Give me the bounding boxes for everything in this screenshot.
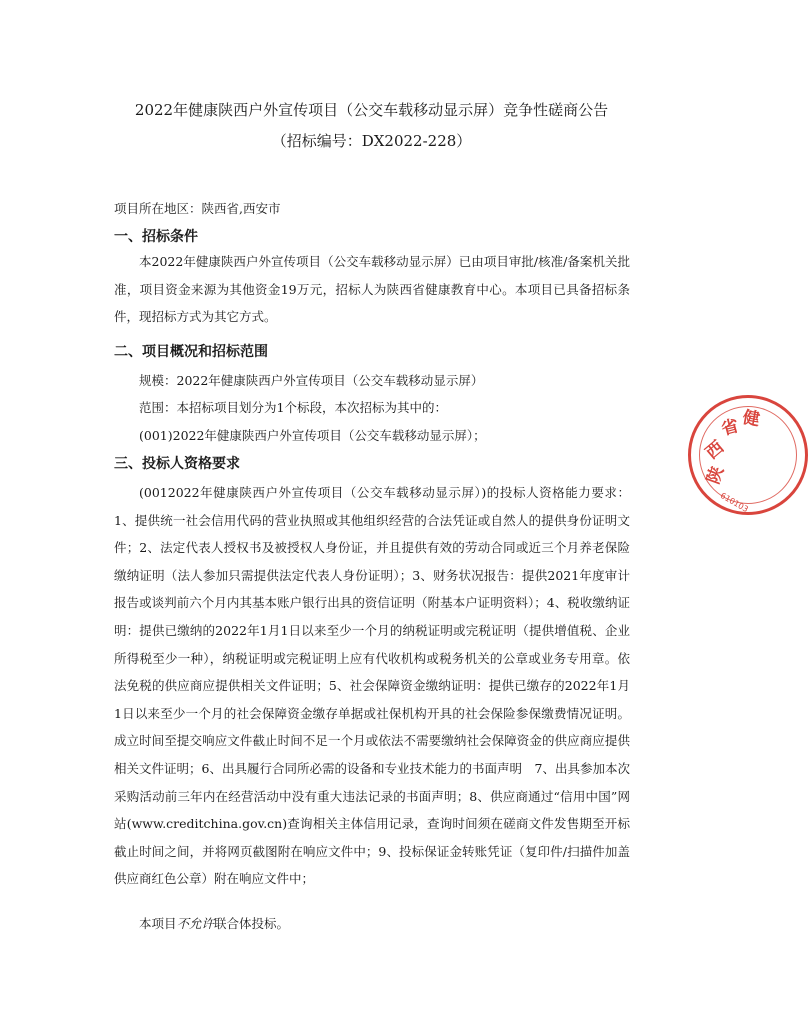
seal-char-2: 西 (702, 437, 729, 464)
project-location: 项目所在地区：陕西省,西安市 (114, 201, 281, 216)
project-lot: (001)2022年健康陕西户外宣传项目（公交车载移动显示屏）； (139, 428, 486, 443)
tender-code: （招标编号：DX2022-228） (271, 132, 472, 150)
official-seal-stamp (688, 395, 808, 515)
section-3-heading: 三、投标人资格要求 (114, 456, 240, 472)
section-3-paragraph: (0012022年健康陕西户外宣传项目（公交车载移动显示屏）)的投标人资格能力要求：1、提供统一社会信用代码的营业执照或其他组织经营的合法凭证或自然人的提供身份证明文件；2、法定代表人授权书及被授权人身份证，并且提供有效的劳动合同或近三个月养老保险缴纳证明（法人参加只需提供法定代表人身份证明）；3、财务状况报告：提供2021年度审计报告或谈判前六个月内其基本账户银行出具的资信证明（附基本户证明资料）；4、税收缴纳证明：提供已缴纳的2022年1月1日以来至少一个月的纳税证明或完税证明（提供增值税、企业所得税至少一种），纳税证明或完税证明上应有代收机构或税务机关的公章或业务专用章。依法免税的供应商应提供相关文件证明；5、社会保障资金缴纳证明：提供已缴存的2022年1月1日以来至少一个月的社会保障资金缴存单据或社保机构开具的社会保险参保缴费情况证明。成立时间至提交响应文件截止时间不足一个月或依法不需要缴纳社会保障资金的供应商应提供相关文件证明；6、出具履行合同所必需的设备和专业技术能力的书面声明 7、出具参加本次采购活动前三年内在经营活动中没有重大违法记录的书面声明；8、供应商通过“信用中国”网站(www.creditchina.gov.cn)查询相关主体信用记录，查询时间须在磋商文件发售期至开标截止时间之间，并将网页截图附在响应文件中；9、投标保证金转账凭证（复印件/扫描件加盖供应商红色公章）附在响应文件中； (114, 485, 630, 887)
seal-char-4: 健 (740, 407, 762, 431)
project-scale: 规模：2022年健康陕西户外宣传项目（公交车载移动显示屏） (139, 373, 484, 388)
consortium-note (139, 916, 289, 932)
consortium-suffix: 联合体投标。 (214, 916, 290, 931)
consortium-prefix: 本项目 (139, 916, 177, 931)
project-scope: 范围：本招标项目划分为1个标段，本次招标为其中的： (139, 400, 447, 415)
seal-char-1: 陕 (703, 463, 729, 487)
seal-number: 610103 (718, 490, 750, 515)
section-1-heading: 一、招标条件 (114, 229, 198, 245)
seal-char-3: 省 (719, 416, 741, 440)
consortium-emphasis: 不允许 (176, 916, 215, 931)
section-2-heading: 二、项目概况和招标范围 (114, 344, 268, 360)
document-title: 2022年健康陕西户外宣传项目（公交车载移动显示屏）竞争性磋商公告 (134, 101, 609, 119)
section-1-paragraph: 本2022年健康陕西户外宣传项目（公交车载移动显示屏）已由项目审批/核准/备案机关批准，项目资金来源为其他资金19万元，招标人为陕西省健康教育中心。本项目已具备招标条件，现招标方式为其它方式。 (114, 254, 630, 325)
